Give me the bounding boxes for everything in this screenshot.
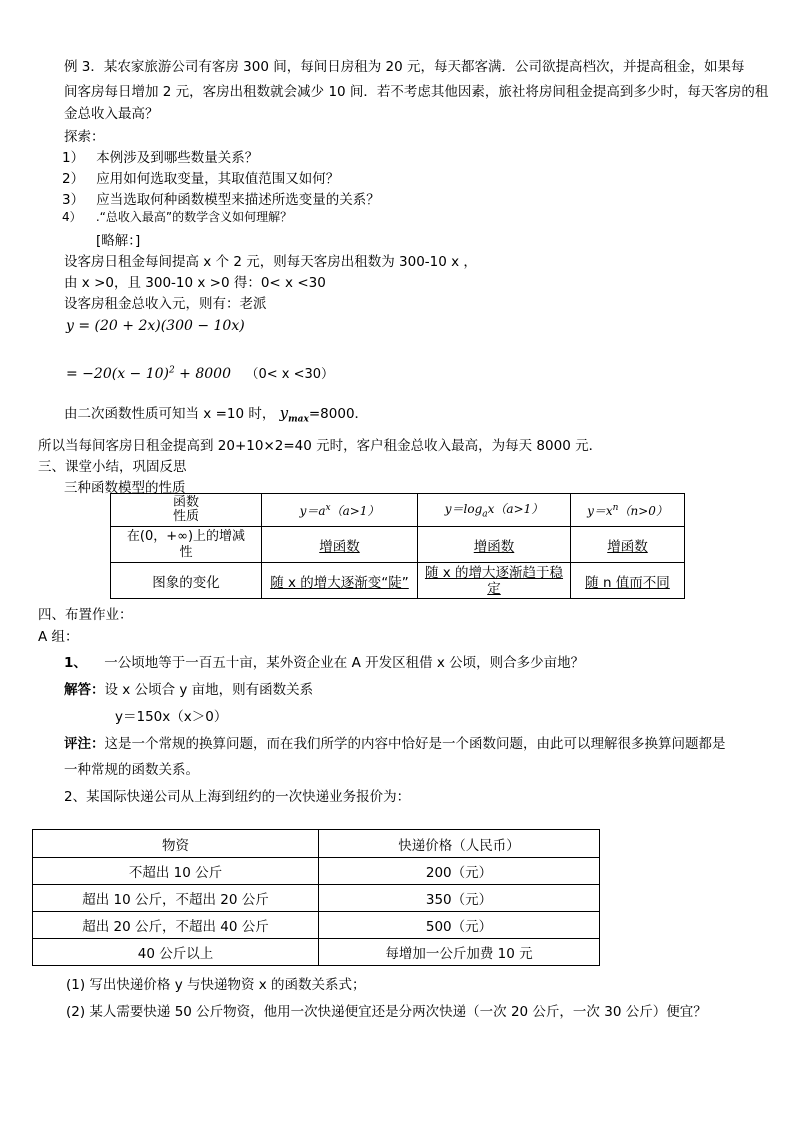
solution-line-2: 由 x >0，且 300-10 x >0 得：0< x <30 (64, 275, 326, 291)
example-paragraph (64, 57, 764, 78)
sub-question-2: (2) 某人需要快递 50 公斤物资，他用一次快递便宜还是分两次快递（一次 20 公斤，一次 30 公斤）便宜？ (66, 1004, 707, 1020)
y-max-subscript: max (288, 414, 309, 425)
pow-sup: n (612, 502, 619, 513)
sub-question-1: (1) 写出快递价格 y 与快递物资 x 的函数关系式； (66, 977, 366, 993)
graph-power-text: 随 n 值而不同 (585, 574, 670, 591)
equation-2-right: + 8000 (174, 366, 231, 382)
explore-item-num: 1） (62, 150, 85, 166)
explore-item-text: 应用如何选取变量，其取值范围又如何？ (96, 171, 340, 187)
table-header-power (571, 494, 685, 527)
comment-line-1 (64, 732, 726, 752)
explore-item-text: 本例涉及到哪些数量关系？ (96, 150, 259, 166)
exp-sup: x (325, 502, 331, 513)
table-cell-graph-exp (262, 563, 418, 599)
table-cell-increasing-3 (571, 527, 685, 563)
solution-conclusion: 所以当每间客房日租金提高到 20+10×2=40 元时，客户租金总收入最高，为每天 8000 元． (38, 438, 603, 454)
express-price-table (32, 829, 600, 966)
table-row-4-price: 每增加一公斤加费 10 元 (319, 939, 600, 966)
y-max-symbol: y (279, 404, 289, 422)
comment-label: 评注： (64, 736, 105, 752)
explore-item-num: 4） (62, 210, 82, 224)
increasing-text-3: 增函数 (607, 538, 648, 555)
table-header-property (111, 494, 262, 527)
graph-log-line-1: 随 x 的增大逐渐趋于稳 (424, 564, 564, 581)
increasing-text-2: 增函数 (473, 538, 515, 555)
section-3-subtitle: 三种函数模型的性质 (64, 480, 186, 496)
equation-2-left: = −20(x − 10) (66, 366, 169, 382)
equation-1: y = (20 + 2x)(300 − 10x) (66, 318, 245, 334)
table-row-3-goods: 超出 20 公斤，不超出 40 公斤 (33, 912, 319, 939)
homework-question-2: 2、某国际快递公司从上海到纽约的一次快递业务报价为： (64, 789, 411, 805)
price-table-header-goods: 物资 (33, 830, 319, 858)
monotonic-label-line-2: 性 (179, 544, 193, 560)
log-tail: x（a>1） (487, 502, 544, 517)
explore-hint: [略解：] (96, 233, 141, 249)
equation-2 (66, 363, 334, 382)
table-row-2-price: 350（元） (319, 885, 600, 912)
answer-equation: y＝150x（x＞0） (115, 709, 228, 725)
explore-item-2 (62, 167, 339, 187)
log-sub: a (482, 509, 488, 520)
exp-tail: （a>1） (330, 503, 380, 518)
pow-tail: （n>0） (618, 503, 668, 518)
graph-exp-text: 随 x 的增大逐渐变“陡” (270, 574, 409, 591)
section-4-heading: 四、布置作业： (38, 607, 133, 623)
answer-label: 解答： (64, 682, 105, 698)
answer-line (64, 678, 313, 698)
explore-item-num: 3） (62, 192, 85, 208)
example-line-2: 间客房每日增加 2 元，客房出租数就会减少 10 间．若不考虑其他因素，旅社将房间租金提高到多少时，每天客房的租 (64, 84, 769, 100)
price-table-header-price: 快递价格（人民币） (319, 830, 600, 858)
table-header-exponential (262, 494, 418, 527)
table-header-nature: 性质 (172, 509, 199, 524)
question-1-number: 1、 (64, 655, 87, 671)
table-cell-increasing-1 (262, 527, 418, 563)
solution-line-3: 设客房租金总收入元，则有：老派 (64, 296, 267, 312)
log-label: y＝log (444, 502, 483, 517)
answer-text: 设 x 公顷合 y 亩地，则有函数关系 (104, 682, 314, 698)
table-row-2-goods: 超出 10 公斤，不超出 20 公斤 (33, 885, 319, 912)
table-cell-graph-log (418, 563, 571, 599)
table-header-log (418, 494, 571, 527)
pow-label: y＝x (587, 503, 613, 518)
function-properties-table (110, 493, 685, 599)
table-cell-graph-power (571, 563, 685, 599)
equation-2-exponent: 2 (169, 365, 175, 376)
table-row-3-price: 500（元） (319, 912, 600, 939)
table-row-1-goods: 不超出 10 公斤 (33, 858, 319, 885)
explore-item-text: 应当选取何种函数模型来描述所选变量的关系？ (96, 192, 380, 208)
solution-line-4-value: =8000． (308, 406, 369, 422)
graph-log-line-2: 定 (487, 580, 501, 597)
solution-line-4-text: 由二次函数性质可知当 x =10 时， (64, 406, 276, 422)
table-row-monotonic-label (111, 527, 262, 563)
table-row-1-price: 200（元） (319, 858, 600, 885)
monotonic-label-line-1: 在(0，+∞)上的增减 (126, 528, 246, 544)
section-3-heading: 三、课堂小结，巩固反思 (38, 459, 187, 475)
example-line-3: 金总收入最高？ (64, 106, 159, 122)
table-header-function: 函数 (172, 495, 199, 510)
question-1-text: 一公顷地等于一百五十亩，某外资企业在 A 开发区租借 x 公顷，则合多少亩地？ (104, 655, 585, 671)
equation-2-range: （0< x <30） (245, 367, 335, 382)
table-row-4-goods: 40 公斤以上 (33, 939, 319, 966)
table-row-graph-label: 图象的变化 (111, 563, 262, 599)
explore-item-1 (62, 146, 258, 166)
explore-item-num: 2） (62, 171, 85, 187)
homework-question-1 (64, 651, 584, 671)
comment-text: 这是一个常规的换算问题，而在我们所学的内容中恰好是一个函数问题，由此可以理解很多换算问题都是 (104, 736, 726, 752)
comment-line-2: 一种常规的函数关系。 (64, 762, 199, 778)
explore-item-4 (62, 208, 292, 225)
example-line-1: 例 3．某农家旅游公司有客房 300 间，每间日房租为 20 元，每天都客满．公司欲提高档次，并提高租金，如果每 (64, 59, 745, 75)
increasing-text-1: 增函数 (319, 538, 360, 555)
group-a-label: A 组： (38, 629, 79, 645)
solution-line-1: 设客房日租金每间提高 x 个 2 元，则每天客房出租数为 300-10 x ， (64, 254, 477, 270)
explore-title: 探索： (64, 129, 105, 145)
explore-item-text: .“总收入最高”的数学含义如何理解？ (95, 210, 293, 224)
solution-line-4 (64, 402, 368, 425)
exp-label: y＝a (299, 503, 326, 518)
table-cell-increasing-2 (418, 527, 571, 563)
explore-item-3 (62, 188, 380, 208)
